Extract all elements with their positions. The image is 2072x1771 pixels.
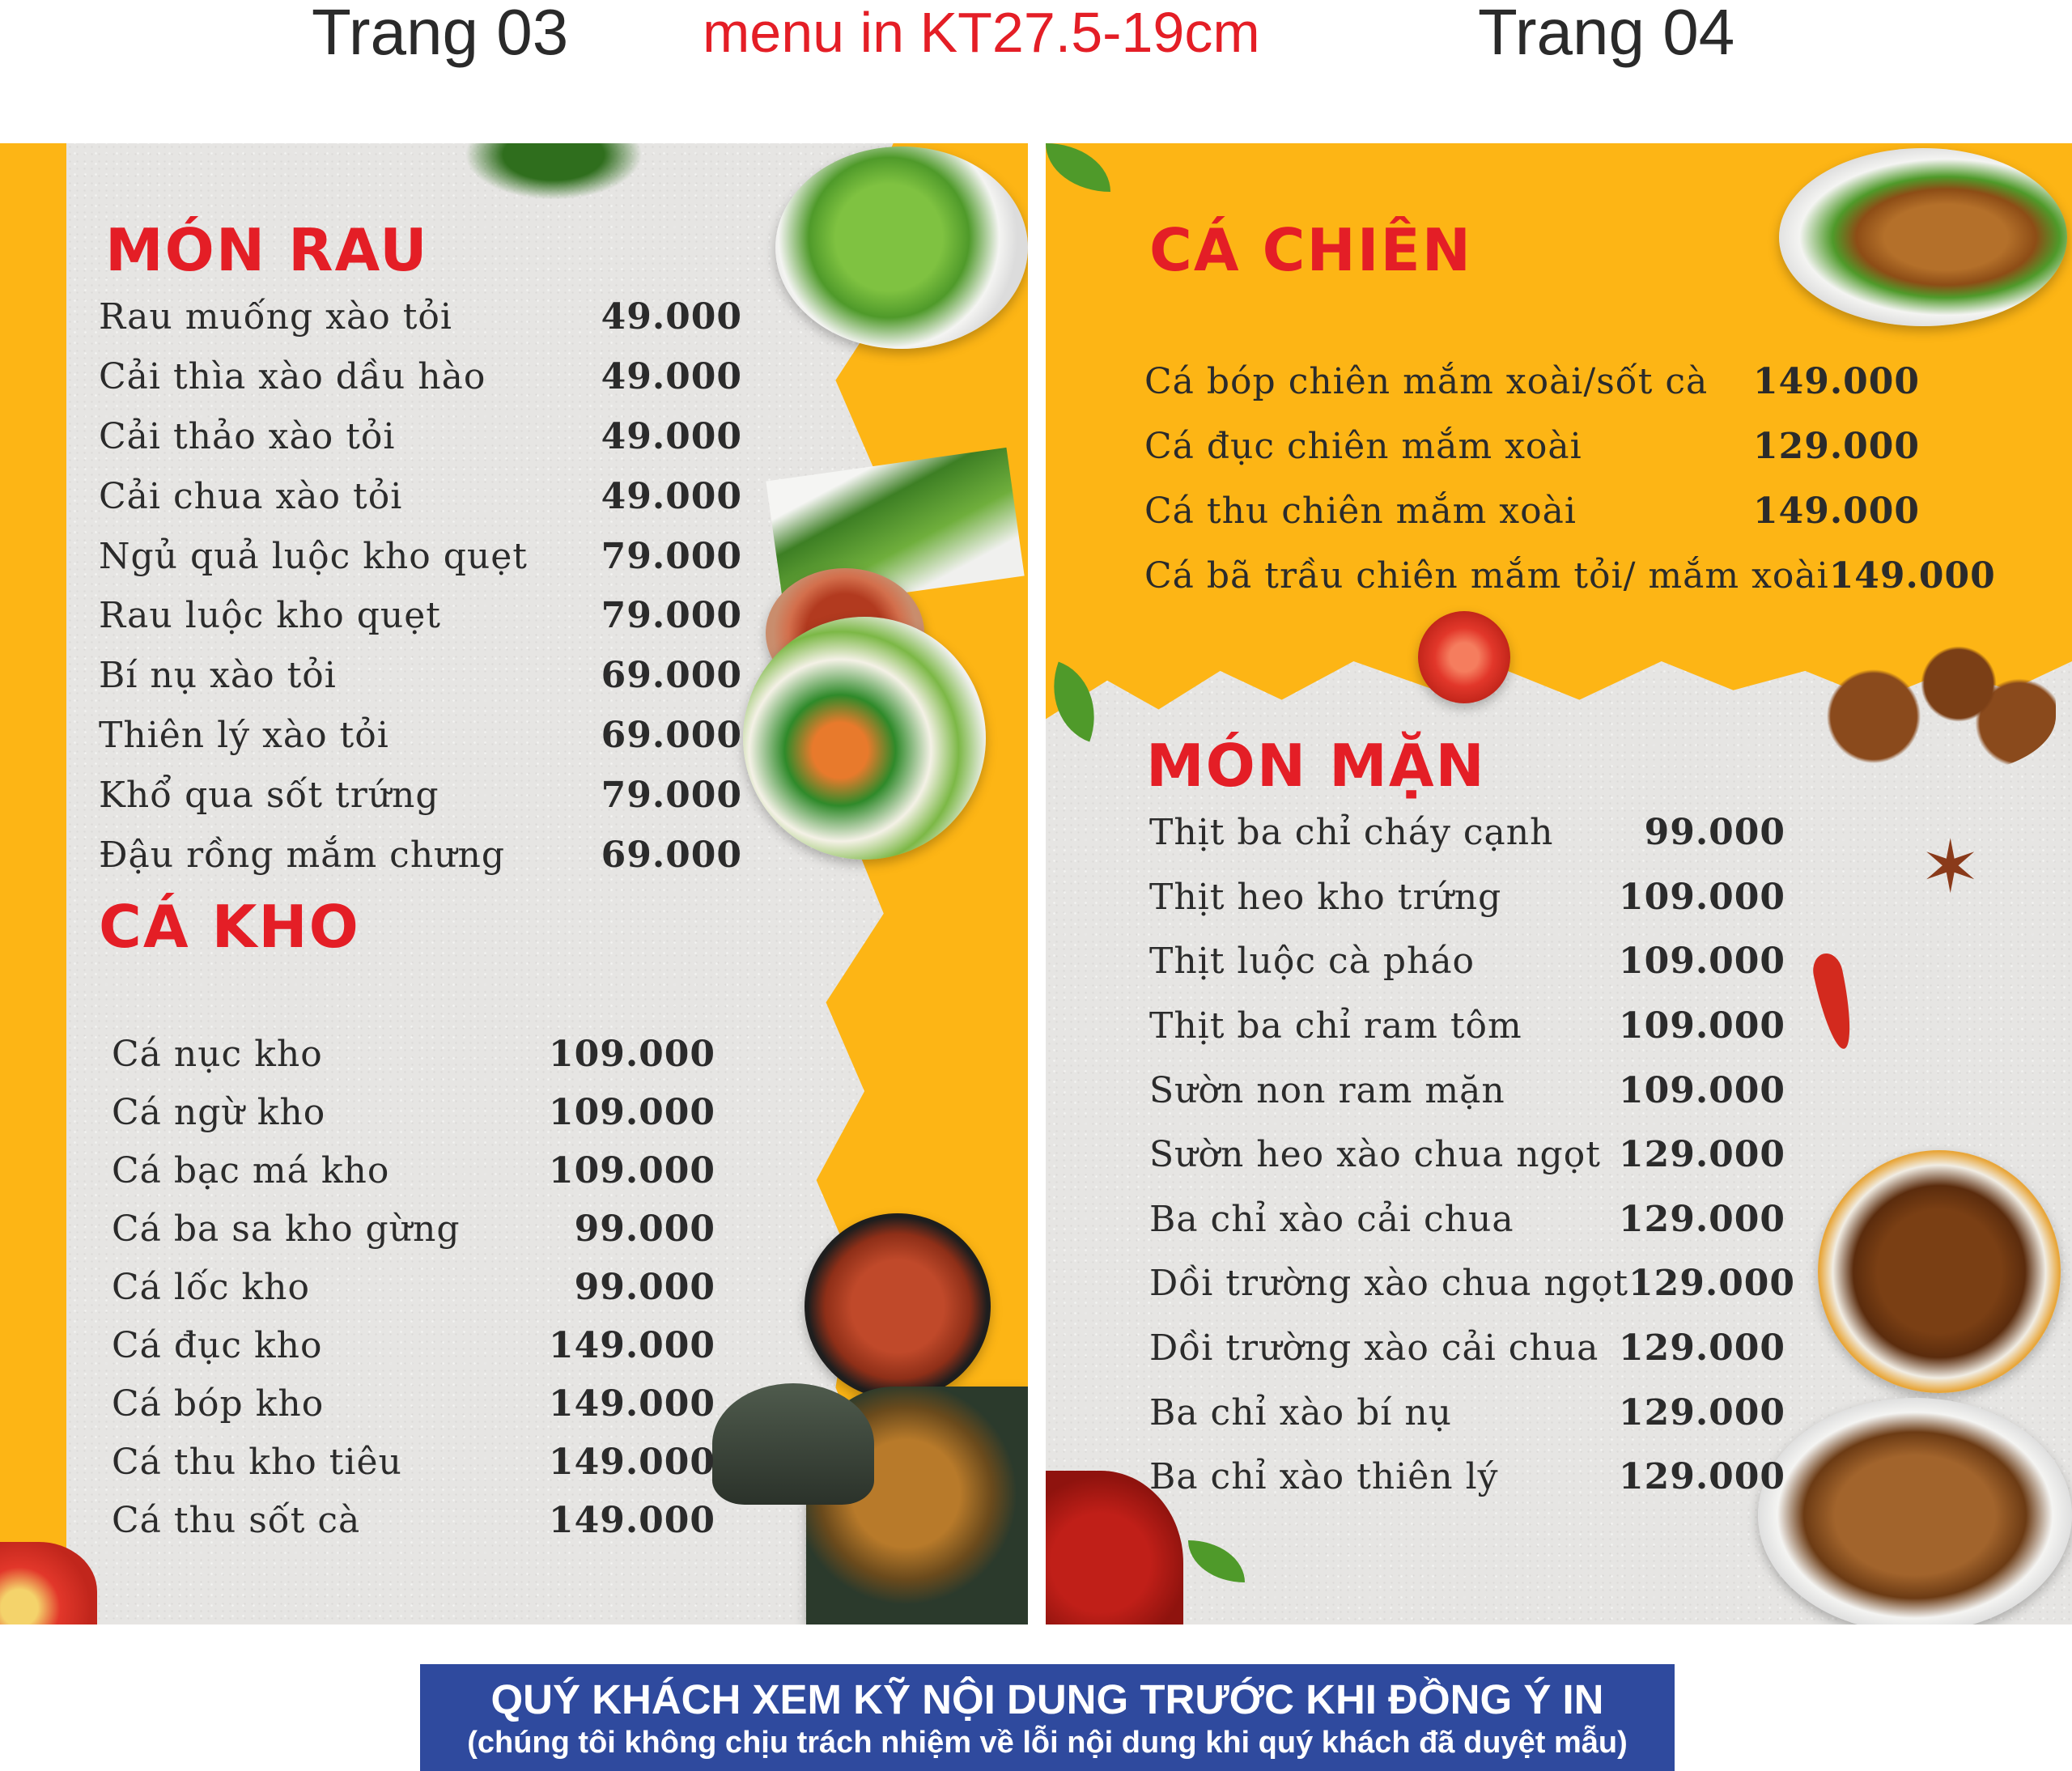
menu-item-price: 129.000: [1628, 1263, 1796, 1305]
mon-man-list: [1149, 801, 1796, 1510]
menu-item-name: Thiên lý xào tỏi: [99, 714, 389, 756]
menu-item: [99, 526, 742, 586]
menu-item-price: 69.000: [601, 714, 742, 756]
menu-item-price: 129.000: [1752, 425, 1920, 467]
menu-item-price: 79.000: [601, 595, 742, 637]
section-title-ca-chien: CÁ CHIÊN: [1149, 216, 1472, 284]
menu-item: [1144, 543, 1996, 608]
menu-item-name: Ba chỉ xào cải chua: [1149, 1198, 1514, 1240]
page-03-label: Trang 03: [312, 0, 569, 68]
menu-item-name: Cá lốc kho: [112, 1266, 310, 1308]
pot-lid-image: [712, 1383, 874, 1505]
menu-item-price: 49.000: [601, 415, 742, 457]
menu-item-name: Cải thảo xào tỏi: [99, 415, 396, 457]
menu-item-price: 99.000: [574, 1208, 715, 1250]
menu-item: [99, 466, 742, 526]
menu-item-price: 129.000: [1618, 1327, 1785, 1370]
menu-item: [1149, 929, 1785, 994]
menu-item-price: 149.000: [1752, 490, 1920, 532]
menu-item-name: Cá bạc má kho: [112, 1149, 390, 1191]
menu-item: [112, 1433, 715, 1491]
menu-item: [1149, 1187, 1785, 1252]
menu-item-name: Khổ qua sốt trứng: [99, 774, 439, 816]
menu-item-price: 149.000: [548, 1499, 715, 1541]
menu-item-price: 149.000: [548, 1382, 715, 1425]
menu-item: [1149, 1251, 1796, 1316]
green-leaf-image: [1046, 143, 1110, 192]
menu-item-name: Cá thu chiên mắm xoài: [1144, 490, 1577, 532]
menu-item-price: 149.000: [548, 1441, 715, 1483]
menu-item: [112, 1316, 715, 1374]
menu-item: [1144, 349, 1920, 414]
menu-item-name: Cá bã trầu chiên mắm tỏi/ mắm xoài: [1144, 554, 1829, 597]
menu-item-price: 149.000: [548, 1324, 715, 1366]
menu-item-name: Cá đục chiên mắm xoài: [1144, 425, 1582, 467]
fried-fish-plate-image: [1779, 148, 2067, 326]
section-title-mon-man: MÓN MẶN: [1146, 732, 1486, 800]
menu-item-name: Bí nụ xào tỏi: [99, 655, 337, 697]
menu-item: [99, 646, 742, 706]
menu-item: [99, 287, 742, 347]
menu-item-name: Cải thìa xào dầu hào: [99, 356, 486, 398]
menu-item-price: 109.000: [1618, 1069, 1785, 1111]
menu-page-04: [1046, 143, 2072, 1624]
menu-item-name: Cá nục kho: [112, 1033, 323, 1075]
menu-item: [112, 1374, 715, 1433]
menu-item: [1149, 865, 1785, 930]
menu-item-name: Dồi trường xào cải chua: [1149, 1327, 1599, 1370]
menu-item-name: Thịt ba chỉ ram tôm: [1149, 1005, 1522, 1047]
menu-item-price: 109.000: [548, 1091, 715, 1133]
menu-item-name: Đậu rồng mắm chưng: [99, 834, 505, 876]
menu-page-03: [0, 143, 1028, 1624]
menu-item-price: 129.000: [1618, 1198, 1785, 1240]
menu-item-name: Sườn heo xào chua ngọt: [1149, 1134, 1601, 1176]
menu-item: [99, 347, 742, 407]
menu-item-name: Cá bóp kho: [112, 1382, 325, 1425]
boiled-vegetables-plate-image: [743, 617, 986, 860]
section-title-mon-rau: MÓN RAU: [105, 216, 429, 284]
menu-item: [1149, 1123, 1785, 1187]
ca-kho-list: [112, 1025, 715, 1549]
menu-item-price: 99.000: [574, 1266, 715, 1308]
shiitake-mushroom-image: [1813, 645, 2056, 775]
menu-item: [99, 765, 742, 825]
menu-item-name: Thịt ba chỉ cháy cạnh: [1149, 812, 1554, 854]
menu-item: [1144, 414, 1920, 478]
menu-item-name: Thịt heo kho trứng: [1149, 876, 1502, 918]
menu-item: [1149, 801, 1785, 865]
menu-item-name: Ba chỉ xào thiên lý: [1149, 1456, 1499, 1498]
menu-item-name: Dồi trường xào chua ngọt: [1149, 1263, 1629, 1305]
menu-item-name: Cải chua xào tỏi: [99, 475, 403, 517]
menu-item: [112, 1200, 715, 1258]
menu-item-name: Ngủ quả luộc kho quẹt: [99, 535, 528, 577]
bok-choy-dish-image: [775, 147, 1028, 349]
dill-leaf-image: [465, 143, 643, 200]
menu-item-name: Cá bóp chiên mắm xoài/sốt cà: [1144, 360, 1709, 402]
menu-item: [1149, 1380, 1785, 1445]
menu-item-name: Rau muống xào tỏi: [99, 296, 452, 338]
menu-item-name: Cá thu kho tiêu: [112, 1441, 402, 1483]
section-title-ca-kho: CÁ KHO: [99, 893, 360, 961]
menu-item: [1149, 1316, 1785, 1381]
menu-item-name: Thịt luộc cà pháo: [1149, 941, 1475, 983]
menu-item: [1149, 1058, 1785, 1123]
menu-item: [112, 1491, 715, 1549]
menu-item: [112, 1258, 715, 1316]
menu-item-price: 69.000: [601, 655, 742, 697]
print-size-label: menu in KT27.5-19cm: [703, 1, 1260, 64]
braised-fish-clay-pot-image: [805, 1213, 991, 1399]
approval-notice-title: QUÝ KHÁCH XEM KỸ NỘI DUNG TRƯỚC KHI ĐỒNG Ý IN: [490, 1676, 1604, 1722]
menu-item-name: Ba chỉ xào bí nụ: [1149, 1391, 1453, 1433]
menu-item-price: 69.000: [601, 834, 742, 876]
menu-item-price: 149.000: [1828, 554, 1996, 597]
menu-item-price: 109.000: [548, 1033, 715, 1075]
menu-item: [99, 407, 742, 467]
menu-item-name: Cá ba sa kho gừng: [112, 1208, 461, 1250]
menu-item: [1149, 994, 1785, 1059]
menu-item-price: 79.000: [601, 774, 742, 816]
menu-item-name: Cá ngừ kho: [112, 1091, 326, 1133]
menu-item-price: 99.000: [1644, 812, 1785, 854]
menu-item: [1144, 478, 1920, 543]
menu-item-price: 109.000: [548, 1149, 715, 1191]
menu-item: [112, 1141, 715, 1200]
menu-item-price: 129.000: [1618, 1134, 1785, 1176]
menu-item-name: Sườn non ram mặn: [1149, 1069, 1505, 1111]
menu-item: [99, 706, 742, 766]
page-04-label: Trang 04: [1478, 0, 1735, 68]
menu-item-price: 149.000: [1752, 360, 1920, 402]
sweet-sour-ribs-plate-image: [1818, 1150, 2061, 1393]
menu-item-name: Cá đục kho: [112, 1324, 323, 1366]
mon-rau-list: [99, 287, 742, 885]
approval-notice-banner: [420, 1664, 1675, 1771]
ca-chien-list: [1144, 349, 1996, 608]
menu-item-price: 49.000: [601, 475, 742, 517]
menu-item: [99, 586, 742, 646]
menu-item-price: 79.000: [601, 535, 742, 577]
menu-item-price: 49.000: [601, 356, 742, 398]
menu-item-name: Cá thu sốt cà: [112, 1499, 361, 1541]
menu-item: [1149, 1445, 1785, 1510]
approval-notice-subtitle: (chúng tôi không chịu trách nhiệm về lỗi nội dung khi quý khách đã duyệt mẫu): [467, 1726, 1628, 1760]
tomato-image: [1418, 611, 1510, 703]
menu-item-price: 129.000: [1618, 1391, 1785, 1433]
menu-item-price: 109.000: [1618, 876, 1785, 918]
menu-item-price: 109.000: [1618, 1005, 1785, 1047]
menu-item-price: 109.000: [1618, 941, 1785, 983]
menu-item: [99, 825, 742, 885]
menu-item: [112, 1083, 715, 1141]
menu-item-price: 129.000: [1618, 1456, 1785, 1498]
menu-item-name: Rau luộc kho quẹt: [99, 595, 441, 637]
stir-fried-pork-plate-image: [1758, 1398, 2072, 1624]
menu-item: [112, 1025, 715, 1083]
menu-item-price: 49.000: [601, 296, 742, 338]
star-anise-image: ✶: [1920, 825, 1981, 910]
